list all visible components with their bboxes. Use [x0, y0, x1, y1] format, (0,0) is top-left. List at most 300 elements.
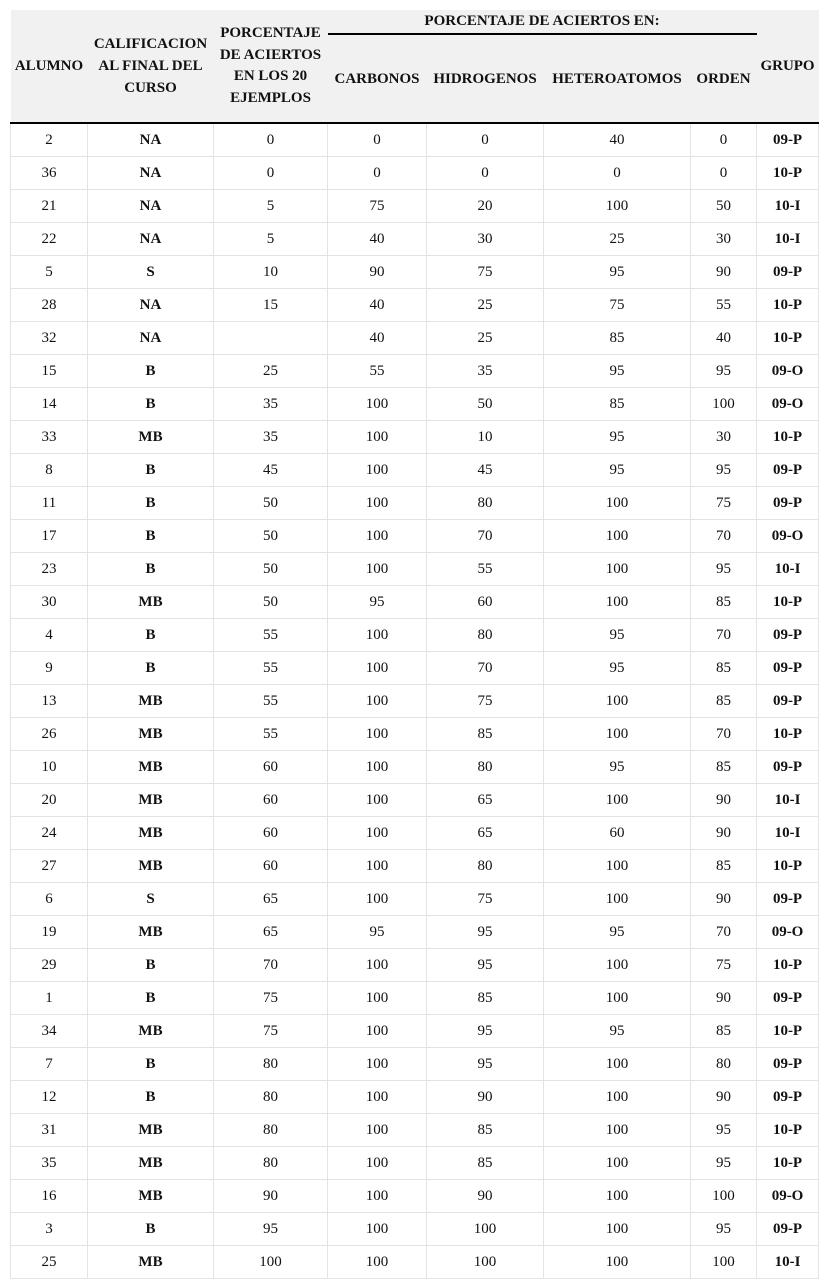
cell-porcentaje: 70 — [214, 949, 328, 982]
cell-grupo: 10-I — [757, 784, 819, 817]
cell-hidrogenos: 60 — [427, 586, 544, 619]
cell-porcentaje: 60 — [214, 850, 328, 883]
cell-hidrogenos: 95 — [427, 949, 544, 982]
cell-calificacion: MB — [88, 751, 214, 784]
cell-alumno: 28 — [11, 289, 88, 322]
cell-porcentaje: 80 — [214, 1048, 328, 1081]
cell-heteroatomos: 40 — [544, 123, 691, 157]
cell-alumno: 2 — [11, 123, 88, 157]
cell-grupo: 09-P — [757, 751, 819, 784]
cell-hidrogenos: 70 — [427, 652, 544, 685]
cell-grupo: 10-P — [757, 1114, 819, 1147]
cell-grupo: 10-I — [757, 553, 819, 586]
cell-alumno: 4 — [11, 619, 88, 652]
table-body — [11, 123, 819, 1279]
cell-calificacion: B — [88, 454, 214, 487]
cell-heteroatomos: 100 — [544, 1213, 691, 1246]
cell-grupo: 10-I — [757, 223, 819, 256]
cell-carbonos: 40 — [328, 322, 427, 355]
cell-heteroatomos: 100 — [544, 1180, 691, 1213]
table-row — [11, 652, 819, 685]
cell-heteroatomos: 100 — [544, 520, 691, 553]
cell-calificacion: MB — [88, 586, 214, 619]
cell-orden: 95 — [691, 1213, 757, 1246]
cell-carbonos: 100 — [328, 1114, 427, 1147]
cell-calificacion: B — [88, 652, 214, 685]
cell-orden: 0 — [691, 123, 757, 157]
cell-porcentaje — [214, 322, 328, 355]
cell-alumno: 8 — [11, 454, 88, 487]
cell-alumno: 36 — [11, 157, 88, 190]
cell-alumno: 29 — [11, 949, 88, 982]
cell-calificacion: MB — [88, 1246, 214, 1279]
cell-grupo: 09-P — [757, 123, 819, 157]
cell-porcentaje: 65 — [214, 916, 328, 949]
cell-calificacion: B — [88, 388, 214, 421]
cell-orden: 75 — [691, 949, 757, 982]
cell-calificacion: MB — [88, 850, 214, 883]
cell-porcentaje: 80 — [214, 1114, 328, 1147]
cell-hidrogenos: 0 — [427, 157, 544, 190]
cell-hidrogenos: 75 — [427, 883, 544, 916]
cell-orden: 70 — [691, 619, 757, 652]
cell-orden: 80 — [691, 1048, 757, 1081]
cell-alumno: 13 — [11, 685, 88, 718]
cell-hidrogenos: 30 — [427, 223, 544, 256]
table-row — [11, 454, 819, 487]
cell-hidrogenos: 75 — [427, 256, 544, 289]
cell-carbonos: 100 — [328, 421, 427, 454]
cell-hidrogenos: 80 — [427, 850, 544, 883]
cell-calificacion: NA — [88, 190, 214, 223]
cell-grupo: 09-P — [757, 883, 819, 916]
cell-carbonos: 0 — [328, 123, 427, 157]
cell-hidrogenos: 75 — [427, 685, 544, 718]
table-row — [11, 916, 819, 949]
cell-heteroatomos: 100 — [544, 1147, 691, 1180]
cell-orden: 95 — [691, 553, 757, 586]
cell-carbonos: 100 — [328, 685, 427, 718]
header-calificacion: CALIFICACION AL FINAL DEL CURSO — [88, 10, 214, 123]
cell-calificacion: MB — [88, 916, 214, 949]
cell-calificacion: B — [88, 1081, 214, 1114]
table-row — [11, 619, 819, 652]
cell-orden: 95 — [691, 1114, 757, 1147]
cell-heteroatomos: 60 — [544, 817, 691, 850]
table-row — [11, 355, 819, 388]
table-row — [11, 289, 819, 322]
cell-alumno: 32 — [11, 322, 88, 355]
cell-porcentaje: 90 — [214, 1180, 328, 1213]
cell-carbonos: 0 — [328, 157, 427, 190]
cell-orden: 70 — [691, 520, 757, 553]
cell-hidrogenos: 25 — [427, 322, 544, 355]
table-row — [11, 982, 819, 1015]
cell-orden: 30 — [691, 421, 757, 454]
cell-alumno: 25 — [11, 1246, 88, 1279]
cell-orden: 75 — [691, 487, 757, 520]
cell-carbonos: 100 — [328, 1180, 427, 1213]
cell-alumno: 33 — [11, 421, 88, 454]
table-row — [11, 421, 819, 454]
cell-orden: 90 — [691, 982, 757, 1015]
cell-hidrogenos: 65 — [427, 817, 544, 850]
cell-grupo: 10-P — [757, 949, 819, 982]
cell-porcentaje: 55 — [214, 685, 328, 718]
cell-orden: 90 — [691, 883, 757, 916]
cell-hidrogenos: 80 — [427, 751, 544, 784]
cell-alumno: 15 — [11, 355, 88, 388]
cell-carbonos: 100 — [328, 553, 427, 586]
cell-carbonos: 40 — [328, 223, 427, 256]
cell-grupo: 09-P — [757, 454, 819, 487]
cell-hidrogenos: 100 — [427, 1213, 544, 1246]
cell-porcentaje: 95 — [214, 1213, 328, 1246]
cell-alumno: 20 — [11, 784, 88, 817]
table-row — [11, 553, 819, 586]
cell-hidrogenos: 50 — [427, 388, 544, 421]
cell-alumno: 19 — [11, 916, 88, 949]
cell-alumno: 30 — [11, 586, 88, 619]
cell-grupo: 09-P — [757, 982, 819, 1015]
cell-alumno: 21 — [11, 190, 88, 223]
cell-porcentaje: 0 — [214, 123, 328, 157]
cell-heteroatomos: 75 — [544, 289, 691, 322]
cell-porcentaje: 75 — [214, 1015, 328, 1048]
table-row — [11, 487, 819, 520]
cell-porcentaje: 50 — [214, 487, 328, 520]
cell-porcentaje: 10 — [214, 256, 328, 289]
cell-calificacion: NA — [88, 157, 214, 190]
cell-orden: 50 — [691, 190, 757, 223]
cell-orden: 95 — [691, 355, 757, 388]
cell-orden: 100 — [691, 388, 757, 421]
header-porcentaje: PORCENTAJE DE ACIERTOS EN LOS 20 EJEMPLOS — [214, 10, 328, 123]
cell-grupo: 10-P — [757, 718, 819, 751]
cell-grupo: 09-P — [757, 1213, 819, 1246]
table-row — [11, 1048, 819, 1081]
cell-hidrogenos: 90 — [427, 1081, 544, 1114]
table-row — [11, 1114, 819, 1147]
cell-alumno: 22 — [11, 223, 88, 256]
cell-alumno: 24 — [11, 817, 88, 850]
cell-heteroatomos: 95 — [544, 421, 691, 454]
table-row — [11, 256, 819, 289]
cell-porcentaje: 55 — [214, 718, 328, 751]
cell-grupo: 10-I — [757, 190, 819, 223]
header-group-aciertos: PORCENTAJE DE ACIERTOS EN: — [328, 10, 757, 34]
cell-hidrogenos: 45 — [427, 454, 544, 487]
cell-porcentaje: 50 — [214, 520, 328, 553]
cell-heteroatomos: 100 — [544, 487, 691, 520]
cell-porcentaje: 80 — [214, 1147, 328, 1180]
table-row — [11, 850, 819, 883]
table-row — [11, 751, 819, 784]
cell-porcentaje: 100 — [214, 1246, 328, 1279]
cell-orden: 85 — [691, 850, 757, 883]
cell-carbonos: 100 — [328, 817, 427, 850]
table-row — [11, 388, 819, 421]
cell-orden: 85 — [691, 685, 757, 718]
cell-alumno: 1 — [11, 982, 88, 1015]
cell-heteroatomos: 100 — [544, 982, 691, 1015]
cell-heteroatomos: 100 — [544, 586, 691, 619]
cell-heteroatomos: 100 — [544, 190, 691, 223]
cell-porcentaje: 55 — [214, 619, 328, 652]
cell-heteroatomos: 95 — [544, 619, 691, 652]
cell-calificacion: MB — [88, 685, 214, 718]
cell-porcentaje: 60 — [214, 784, 328, 817]
cell-porcentaje: 45 — [214, 454, 328, 487]
cell-orden: 90 — [691, 817, 757, 850]
cell-grupo: 10-I — [757, 817, 819, 850]
cell-alumno: 14 — [11, 388, 88, 421]
cell-orden: 90 — [691, 784, 757, 817]
header-hidrogenos: HIDROGENOS — [427, 34, 544, 123]
cell-calificacion: B — [88, 982, 214, 1015]
cell-grupo: 09-P — [757, 685, 819, 718]
table-row — [11, 190, 819, 223]
cell-heteroatomos: 95 — [544, 256, 691, 289]
cell-heteroatomos: 100 — [544, 784, 691, 817]
cell-orden: 95 — [691, 1147, 757, 1180]
cell-heteroatomos: 85 — [544, 388, 691, 421]
cell-heteroatomos: 85 — [544, 322, 691, 355]
table-row — [11, 1246, 819, 1279]
cell-heteroatomos: 25 — [544, 223, 691, 256]
cell-calificacion: B — [88, 1213, 214, 1246]
cell-heteroatomos: 100 — [544, 949, 691, 982]
cell-alumno: 5 — [11, 256, 88, 289]
cell-carbonos: 100 — [328, 1081, 427, 1114]
cell-carbonos: 100 — [328, 718, 427, 751]
cell-carbonos: 100 — [328, 1246, 427, 1279]
cell-heteroatomos: 100 — [544, 718, 691, 751]
cell-alumno: 26 — [11, 718, 88, 751]
cell-orden: 100 — [691, 1180, 757, 1213]
header-heteroatomos: HETEROATOMOS — [544, 34, 691, 123]
table-row — [11, 685, 819, 718]
table-row — [11, 784, 819, 817]
header-orden: ORDEN — [691, 34, 757, 123]
cell-calificacion: S — [88, 883, 214, 916]
cell-hidrogenos: 35 — [427, 355, 544, 388]
cell-porcentaje: 80 — [214, 1081, 328, 1114]
cell-hidrogenos: 0 — [427, 123, 544, 157]
cell-carbonos: 100 — [328, 520, 427, 553]
cell-alumno: 35 — [11, 1147, 88, 1180]
cell-grupo: 10-P — [757, 850, 819, 883]
cell-grupo: 10-I — [757, 1246, 819, 1279]
cell-orden: 70 — [691, 916, 757, 949]
cell-heteroatomos: 100 — [544, 850, 691, 883]
cell-alumno: 3 — [11, 1213, 88, 1246]
cell-orden: 85 — [691, 652, 757, 685]
cell-hidrogenos: 95 — [427, 1048, 544, 1081]
cell-heteroatomos: 95 — [544, 652, 691, 685]
table-row — [11, 949, 819, 982]
table-header — [11, 10, 819, 123]
cell-carbonos: 100 — [328, 487, 427, 520]
cell-heteroatomos: 100 — [544, 1114, 691, 1147]
cell-carbonos: 100 — [328, 982, 427, 1015]
cell-hidrogenos: 100 — [427, 1246, 544, 1279]
header-carbonos: CARBONOS — [328, 34, 427, 123]
cell-heteroatomos: 95 — [544, 916, 691, 949]
cell-orden: 85 — [691, 586, 757, 619]
table-row — [11, 817, 819, 850]
cell-porcentaje: 0 — [214, 157, 328, 190]
cell-alumno: 9 — [11, 652, 88, 685]
cell-grupo: 10-P — [757, 1147, 819, 1180]
results-table — [10, 10, 819, 1279]
cell-calificacion: MB — [88, 1114, 214, 1147]
cell-hidrogenos: 25 — [427, 289, 544, 322]
table-row — [11, 223, 819, 256]
cell-grupo: 09-O — [757, 1180, 819, 1213]
cell-grupo: 09-P — [757, 619, 819, 652]
cell-carbonos: 100 — [328, 784, 427, 817]
cell-alumno: 16 — [11, 1180, 88, 1213]
cell-hidrogenos: 80 — [427, 619, 544, 652]
cell-porcentaje: 5 — [214, 190, 328, 223]
cell-calificacion: B — [88, 949, 214, 982]
cell-alumno: 10 — [11, 751, 88, 784]
cell-heteroatomos: 100 — [544, 1246, 691, 1279]
cell-heteroatomos: 95 — [544, 355, 691, 388]
cell-grupo: 09-O — [757, 916, 819, 949]
cell-grupo: 10-P — [757, 421, 819, 454]
cell-hidrogenos: 80 — [427, 487, 544, 520]
table-row — [11, 520, 819, 553]
cell-heteroatomos: 100 — [544, 883, 691, 916]
cell-alumno: 12 — [11, 1081, 88, 1114]
cell-porcentaje: 25 — [214, 355, 328, 388]
cell-alumno: 6 — [11, 883, 88, 916]
table-row — [11, 123, 819, 157]
cell-hidrogenos: 85 — [427, 1147, 544, 1180]
cell-orden: 0 — [691, 157, 757, 190]
table-row — [11, 157, 819, 190]
cell-calificacion: NA — [88, 123, 214, 157]
cell-heteroatomos: 100 — [544, 1081, 691, 1114]
cell-grupo: 10-P — [757, 157, 819, 190]
cell-grupo: 10-P — [757, 289, 819, 322]
cell-porcentaje: 55 — [214, 652, 328, 685]
cell-grupo: 09-O — [757, 388, 819, 421]
cell-grupo: 09-P — [757, 256, 819, 289]
cell-hidrogenos: 90 — [427, 1180, 544, 1213]
cell-heteroatomos: 0 — [544, 157, 691, 190]
cell-carbonos: 55 — [328, 355, 427, 388]
cell-carbonos: 100 — [328, 1147, 427, 1180]
cell-porcentaje: 50 — [214, 553, 328, 586]
cell-calificacion: NA — [88, 223, 214, 256]
cell-hidrogenos: 95 — [427, 916, 544, 949]
cell-hidrogenos: 65 — [427, 784, 544, 817]
cell-porcentaje: 5 — [214, 223, 328, 256]
cell-orden: 55 — [691, 289, 757, 322]
cell-hidrogenos: 85 — [427, 982, 544, 1015]
cell-calificacion: B — [88, 520, 214, 553]
cell-grupo: 09-O — [757, 520, 819, 553]
cell-calificacion: NA — [88, 289, 214, 322]
cell-carbonos: 40 — [328, 289, 427, 322]
cell-porcentaje: 60 — [214, 817, 328, 850]
cell-carbonos: 100 — [328, 388, 427, 421]
cell-orden: 90 — [691, 256, 757, 289]
cell-alumno: 31 — [11, 1114, 88, 1147]
cell-calificacion: MB — [88, 421, 214, 454]
cell-calificacion: MB — [88, 1015, 214, 1048]
cell-carbonos: 100 — [328, 1015, 427, 1048]
table-row — [11, 1015, 819, 1048]
table-row — [11, 1213, 819, 1246]
cell-hidrogenos: 85 — [427, 718, 544, 751]
cell-hidrogenos: 85 — [427, 1114, 544, 1147]
cell-alumno: 27 — [11, 850, 88, 883]
table-row — [11, 322, 819, 355]
cell-calificacion: B — [88, 355, 214, 388]
cell-porcentaje: 35 — [214, 421, 328, 454]
cell-calificacion: MB — [88, 784, 214, 817]
cell-heteroatomos: 95 — [544, 751, 691, 784]
cell-grupo: 09-P — [757, 1048, 819, 1081]
cell-carbonos: 100 — [328, 1048, 427, 1081]
cell-carbonos: 100 — [328, 751, 427, 784]
header-grupo: GRUPO — [757, 10, 819, 123]
cell-carbonos: 100 — [328, 619, 427, 652]
cell-orden: 85 — [691, 751, 757, 784]
cell-orden: 95 — [691, 454, 757, 487]
cell-grupo: 09-P — [757, 1081, 819, 1114]
cell-orden: 90 — [691, 1081, 757, 1114]
cell-hidrogenos: 55 — [427, 553, 544, 586]
cell-porcentaje: 35 — [214, 388, 328, 421]
cell-calificacion: MB — [88, 817, 214, 850]
cell-carbonos: 90 — [328, 256, 427, 289]
cell-carbonos: 100 — [328, 850, 427, 883]
cell-alumno: 11 — [11, 487, 88, 520]
cell-grupo: 10-P — [757, 1015, 819, 1048]
cell-hidrogenos: 70 — [427, 520, 544, 553]
cell-calificacion: MB — [88, 1180, 214, 1213]
cell-hidrogenos: 10 — [427, 421, 544, 454]
cell-calificacion: S — [88, 256, 214, 289]
cell-porcentaje: 75 — [214, 982, 328, 1015]
cell-alumno: 23 — [11, 553, 88, 586]
cell-orden: 100 — [691, 1246, 757, 1279]
table-row — [11, 1081, 819, 1114]
cell-carbonos: 100 — [328, 883, 427, 916]
cell-porcentaje: 60 — [214, 751, 328, 784]
cell-hidrogenos: 95 — [427, 1015, 544, 1048]
cell-grupo: 09-P — [757, 487, 819, 520]
cell-carbonos: 100 — [328, 652, 427, 685]
cell-alumno: 7 — [11, 1048, 88, 1081]
cell-porcentaje: 15 — [214, 289, 328, 322]
cell-carbonos: 95 — [328, 916, 427, 949]
cell-calificacion: B — [88, 619, 214, 652]
cell-carbonos: 100 — [328, 454, 427, 487]
cell-orden: 30 — [691, 223, 757, 256]
cell-hidrogenos: 20 — [427, 190, 544, 223]
cell-calificacion: B — [88, 553, 214, 586]
cell-grupo: 10-P — [757, 586, 819, 619]
results-table-container — [10, 10, 818, 1279]
cell-orden: 40 — [691, 322, 757, 355]
cell-alumno: 17 — [11, 520, 88, 553]
